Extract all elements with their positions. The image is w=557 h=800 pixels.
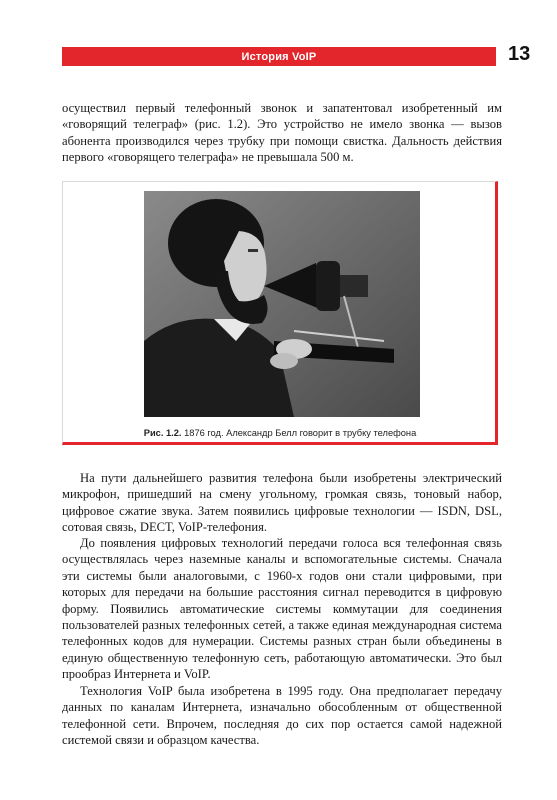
page-number: 13 (508, 43, 531, 65)
paragraph-voip-invention: Технология VoIP была изобретена в 1995 году. Она предполагает передачу данных по каналам Интернета, изначально обособленным от общественной телефонной сети. Впрочем, последняя до сих пор остается самой надежной системой связи и образцом качества. (62, 684, 502, 748)
bell-telephone-photo-illustration (144, 191, 420, 417)
figure-caption-label: Рис. 1.2. (143, 428, 182, 438)
figure-caption (62, 428, 498, 438)
running-header-title: История VoIP (241, 50, 317, 63)
running-header-bar (62, 47, 496, 66)
paragraph-development: На пути дальнейшего развития телефона были изобретены электрический микрофон, пришедший на смену угольному, громкая связь, тоновый набор, цифровое сжатие звука. Затем появились цифровые технологии — ISDN, DSL, сотовая связь, DECT, VoIP-телефония. (62, 471, 502, 535)
figure-photo (144, 191, 420, 417)
paragraph-digital-history: До появления цифровых технологий передачи голоса вся телефонная связь осуществлялась через наземные каналы и вспомогательные системы. Сначала эти системы были аналоговыми, с 1960-х годов они стали цифровыми, при которых для передачи на большие расстояния сигнал переводится в цифровую форму. Появились автоматические системы коммутации для соединения пользователей разных телефонных сетей, а также единая международная система телефонных кодов для нумерации. Системы разных стран были объединены в единую общественную телефонную сеть, работающую автоматически. Это был прообраз Интернета и VoIP. (62, 536, 502, 682)
figure-caption-text: 1876 год. Александр Белл говорит в трубку телефона (184, 428, 417, 438)
paragraph-continuation: осуществил первый телефонный звонок и запатентовал изобретенный им «говорящий телеграф» (рис. 1.2). Это устройство не имело звонка — вызов абонента производился через трубку при помощи свистка. Дальность действия первого «говорящего телеграфа» не превышала 500 м. (62, 101, 502, 165)
